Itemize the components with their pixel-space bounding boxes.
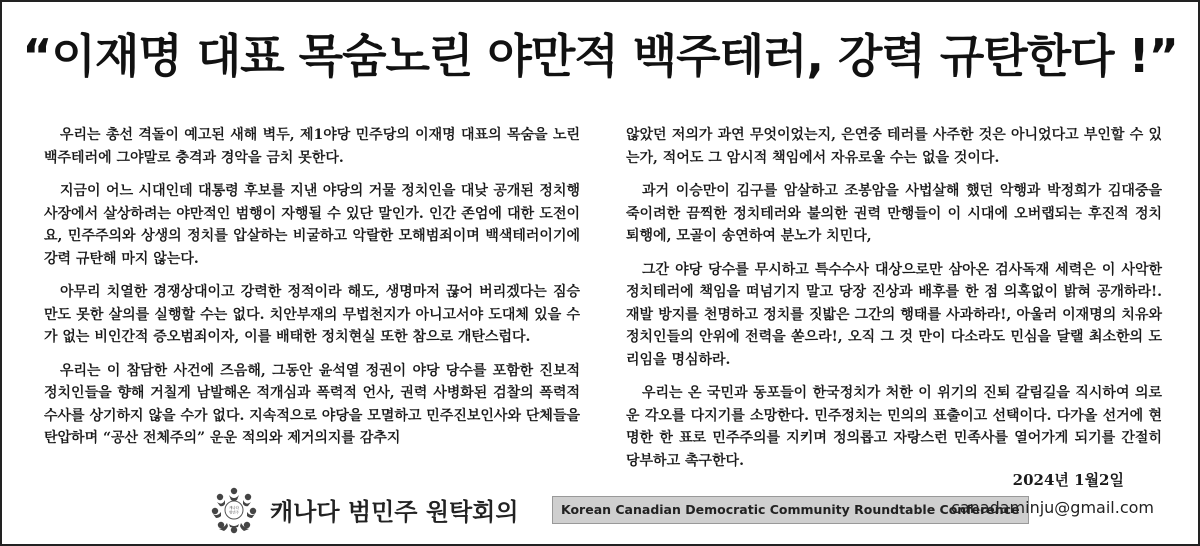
paragraph: 과거 이승만이 김구를 암살하고 조봉암을 사법살해 했던 악행과 박정희가 김대중을 죽이려한 끔찍한 정치테러와 불의한 권력 만행들이 이 시대에 오버랩되는 후진적 정치 퇴행에, 모골이 송연하여 분노가 치민다,	[626, 183, 1163, 244]
svg-text:캐나다: 캐나다	[229, 506, 239, 510]
right-column	[626, 124, 1163, 489]
contact-email: canadaminju@gmail.com	[951, 498, 1154, 517]
paragraph: 않았던 저의가 과연 무엇이었는지, 은연중 테러를 사주한 것은 아니었다고 부인할 수 있는가, 적어도 그 암시적 책임에서 자유로울 수는 없을 것이다.	[626, 127, 1162, 166]
organization-name: 캐나다 범민주 원탁회의	[270, 498, 519, 526]
publication-date: 2024년 1월2일	[1012, 471, 1124, 489]
paragraph: 그간 야당 당수를 무시하고 특수수사 대상으로만 삼아온 검사독재 세력은 이 사악한 정치테러에 책임을 떠넘기지 말고 당장 진상과 배후를 한 점 의혹없이 밝혀 공개하라!. 재발 방지를 천명하고 정치를 짓밟은 그간의 행태를 사과하라!, 아울러 이재명의 치유와 정치인들의 안위에 전력을 쏟으라!, 오직 그 것 만이 다소라도 민심을 달랠 최소한의 도리임을 명심하라.	[626, 261, 1162, 368]
paragraph: 우리는 온 국민과 동포들이 한국정치가 처한 이 위기의 진퇴 갈림길을 직시하여 의로운 각오를 다지기를 소망한다. 민주정치는 민의의 표출이고 선택이다. 다가올 선거에 현명한 한 표로 민주주의를 지키며 정의롭고 자랑스런 민족사를 열어가게 되기를 간절히 당부하고 촉구한다.	[626, 385, 1162, 469]
people-circle-logo-icon	[210, 486, 258, 534]
paragraph: 지금이 어느 시대인데 대통령 후보를 지낸 야당의 거물 정치인을 대낮 공개된 정치행사장에서 살상하려는 야만적인 범행이 자행될 수 있단 말인가. 인간 존엄에 대한 도전이요, 민주주의와 상생의 정치를 압살하는 비굴하고 악랄한 모해범죄이며 백색테러이기에 강력 규탄해 마지 않는다.	[44, 183, 580, 267]
footer	[2, 480, 1198, 540]
paragraph: 아무리 치열한 경쟁상대이고 강력한 정적이라 해도, 생명마저 끊어 버리겠다는 짐승만도 못한 살의를 실행할 수는 없다. 치안부재의 무법천지가 아니고서야 도대체 있을 수가 없는 비인간적 증오범죄이자, 이를 배태한 정치현실 또한 참으로 개탄스럽다.	[44, 284, 580, 345]
svg-text:범민주: 범민주	[229, 510, 239, 515]
body-columns	[44, 124, 1163, 489]
left-column	[44, 124, 580, 474]
paragraph: 우리는 총선 격돌이 예고된 새해 벽두, 제1야당 민주당의 이재명 대표의 목숨을 노린 백주테러에 그야말로 충격과 경악을 금치 못한다.	[44, 127, 580, 166]
paragraph: 우리는 이 참담한 사건에 즈음해, 그동안 윤석열 정권이 야당 당수를 포함한 진보적 정치인들을 향해 거칠게 남발해온 적개심과 폭력적 언사, 권력 사병화된 검찰의 폭력적 수사를 상기하지 않을 수가 없다. 지속적으로 야당을 모멸하고 민주진보인사와 단체들을 탄압하며 “공산 전체주의” 운운 적의와 제거의지를 감추지	[44, 362, 580, 446]
headline: “이재명 대표 목숨노린 야만적 백주테러, 강력 규탄한다 !”	[22, 29, 1178, 83]
organization-name-english: Korean Canadian Democratic Community Roundtable Conference	[552, 496, 1029, 524]
